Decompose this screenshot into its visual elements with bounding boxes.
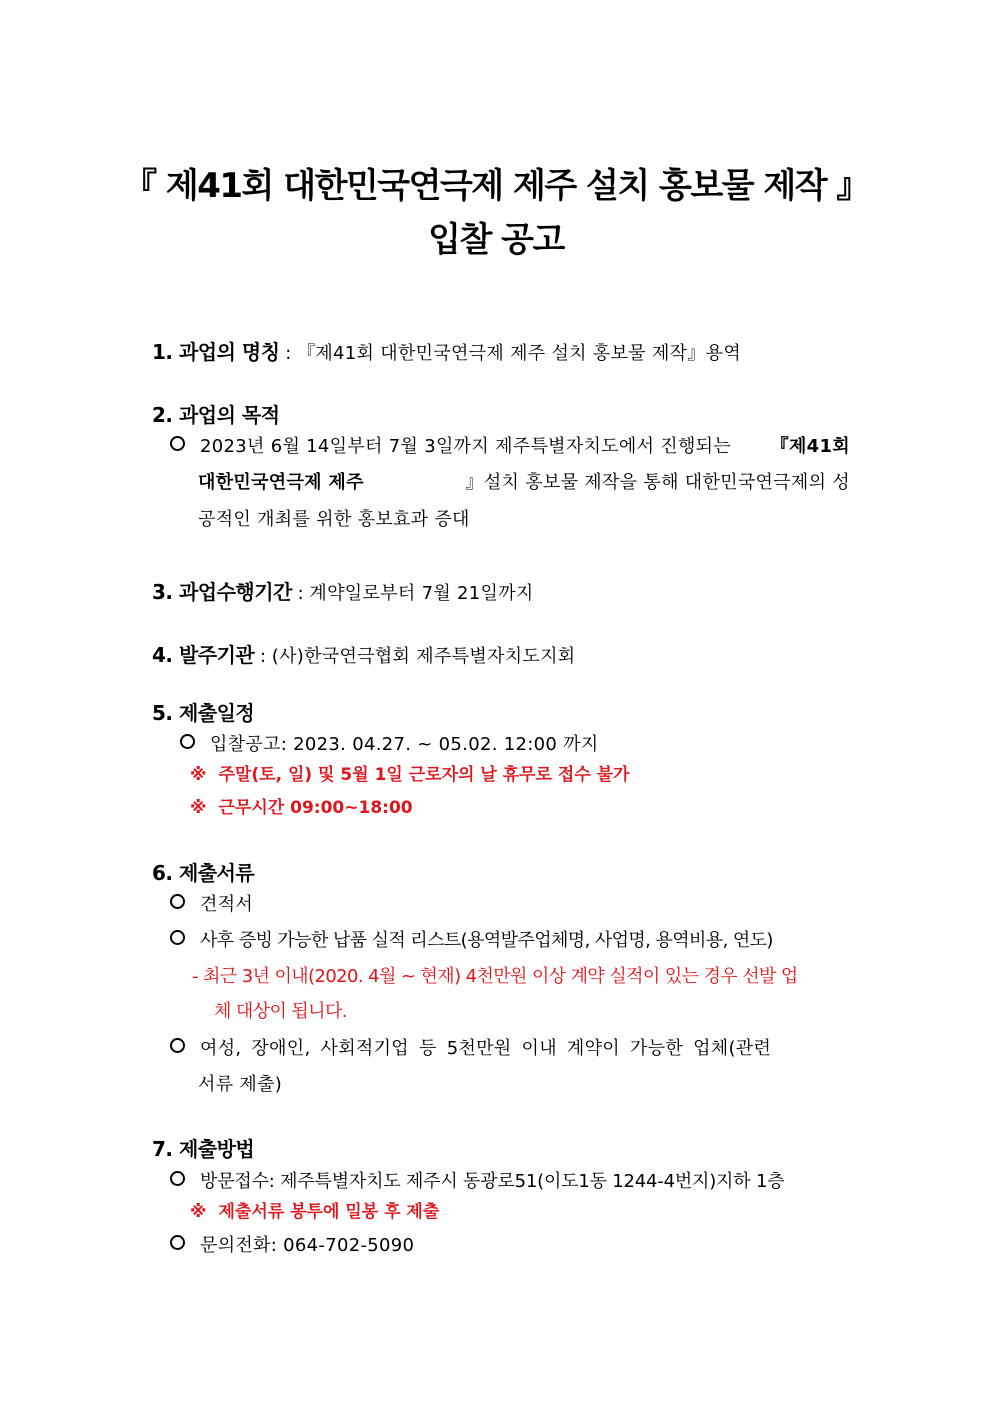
circle-bullet-icon [170,930,185,945]
section-2-heading: 2. 과업의 목적 [152,403,280,427]
section-4-separator: : [254,646,272,667]
section-3-heading: 3. 과업수행기간 [152,580,292,604]
section-5-note-1-text: 주말(토, 일) 및 5월 1일 근로자의 날 휴무로 접수 불가 [218,765,630,785]
section-6-subnote-line-2: 체 대상이 됩니다. [214,1001,347,1022]
section-7-item-1-text: 방문접수: 제주특별자치도 제주시 동광로51(이도1동 1244-4번지)지하 1층 [200,1171,785,1192]
document-title: 『 제41회 대한민국연극제 제주 설치 홍보물 제작 』 [123,166,869,206]
section-2-text-1a: 2023년 6월 14일부터 7월 3일까지 제주특별자치도에서 진행되는 [200,436,732,457]
section-6-item-3-line-2: 서류 제출) [198,1074,283,1095]
section-4 [152,639,575,668]
circle-bullet-icon [170,1171,185,1186]
section-6-item-1 [170,890,253,916]
section-2-line-1 [170,432,850,458]
section-6-item-3-text: 여성, 장애인, 사회적기업 등 5천만원 이내 계약이 가능한 업체(관련 [200,1038,772,1059]
document-subtitle: 입찰 공고 [428,220,564,260]
section-2-text-2b: 』설치 홍보물 제작을 통해 대한민국연극제의 성 [465,472,850,493]
section-1-separator: : [279,343,298,364]
section-2-line-2 [198,468,850,494]
section-5-item-text: 입찰공고: 2023. 04.27. ~ 05.02. 12:00 까지 [210,734,599,755]
section-2-text-2a: 대한민국연극제 제주 [198,472,364,493]
section-7-item-2-text: 문의전화: 064-702-5090 [200,1235,415,1256]
section-5-item [180,730,599,756]
reference-mark-icon: ※ [190,798,207,818]
section-1-value: 『제41회 대한민국연극제 제주 설치 홍보물 제작』용역 [297,343,742,364]
section-7-item-1 [170,1167,784,1193]
section-7-heading: 7. 제출방법 [152,1137,255,1161]
section-6-subnote-line-1: - 최근 3년 이내(2020. 4월 ~ 현재) 4천만원 이상 계약 실적이 있는 경우 선발 업 [192,966,798,987]
section-2-text-1b: 『제41회 [770,436,850,457]
section-4-value: (사)한국연극협회 제주특별자치도지회 [271,646,576,667]
circle-bullet-icon [170,1235,185,1250]
section-1-heading: 1. 과업의 명칭 [152,340,280,364]
section-5-note-2 [190,793,413,818]
reference-mark-icon: ※ [190,1202,207,1222]
section-5-note-2-text: 근무시간 09:00~18:00 [218,798,413,818]
section-7-note-text: 제출서류 봉투에 밀봉 후 제출 [218,1202,440,1222]
section-6-item-2-text: 사후 증빙 가능한 납품 실적 리스트(용역발주업체명, 사업명, 용역비용, 연도) [200,930,773,951]
section-7-item-2 [170,1231,414,1257]
circle-bullet-icon [180,734,195,749]
section-2-line-3: 공적인 개최를 위한 홍보효과 증대 [198,509,470,530]
circle-bullet-icon [170,436,185,451]
section-5-note-1 [190,760,629,785]
section-1 [152,336,741,365]
section-3 [152,576,534,605]
section-6-item-1-text: 견적서 [200,894,254,915]
circle-bullet-icon [170,1038,185,1053]
section-3-separator: : [291,583,310,604]
section-6-item-3 [170,1034,771,1060]
section-5-heading: 5. 제출일정 [152,701,255,725]
section-4-heading: 4. 발주기관 [152,643,255,667]
circle-bullet-icon [170,894,185,909]
section-3-value: 계약일로부터 7월 21일까지 [309,583,534,604]
reference-mark-icon: ※ [190,765,207,785]
section-6-item-2 [170,926,773,952]
section-6-heading: 6. 제출서류 [152,861,255,885]
section-7-note [190,1197,439,1222]
